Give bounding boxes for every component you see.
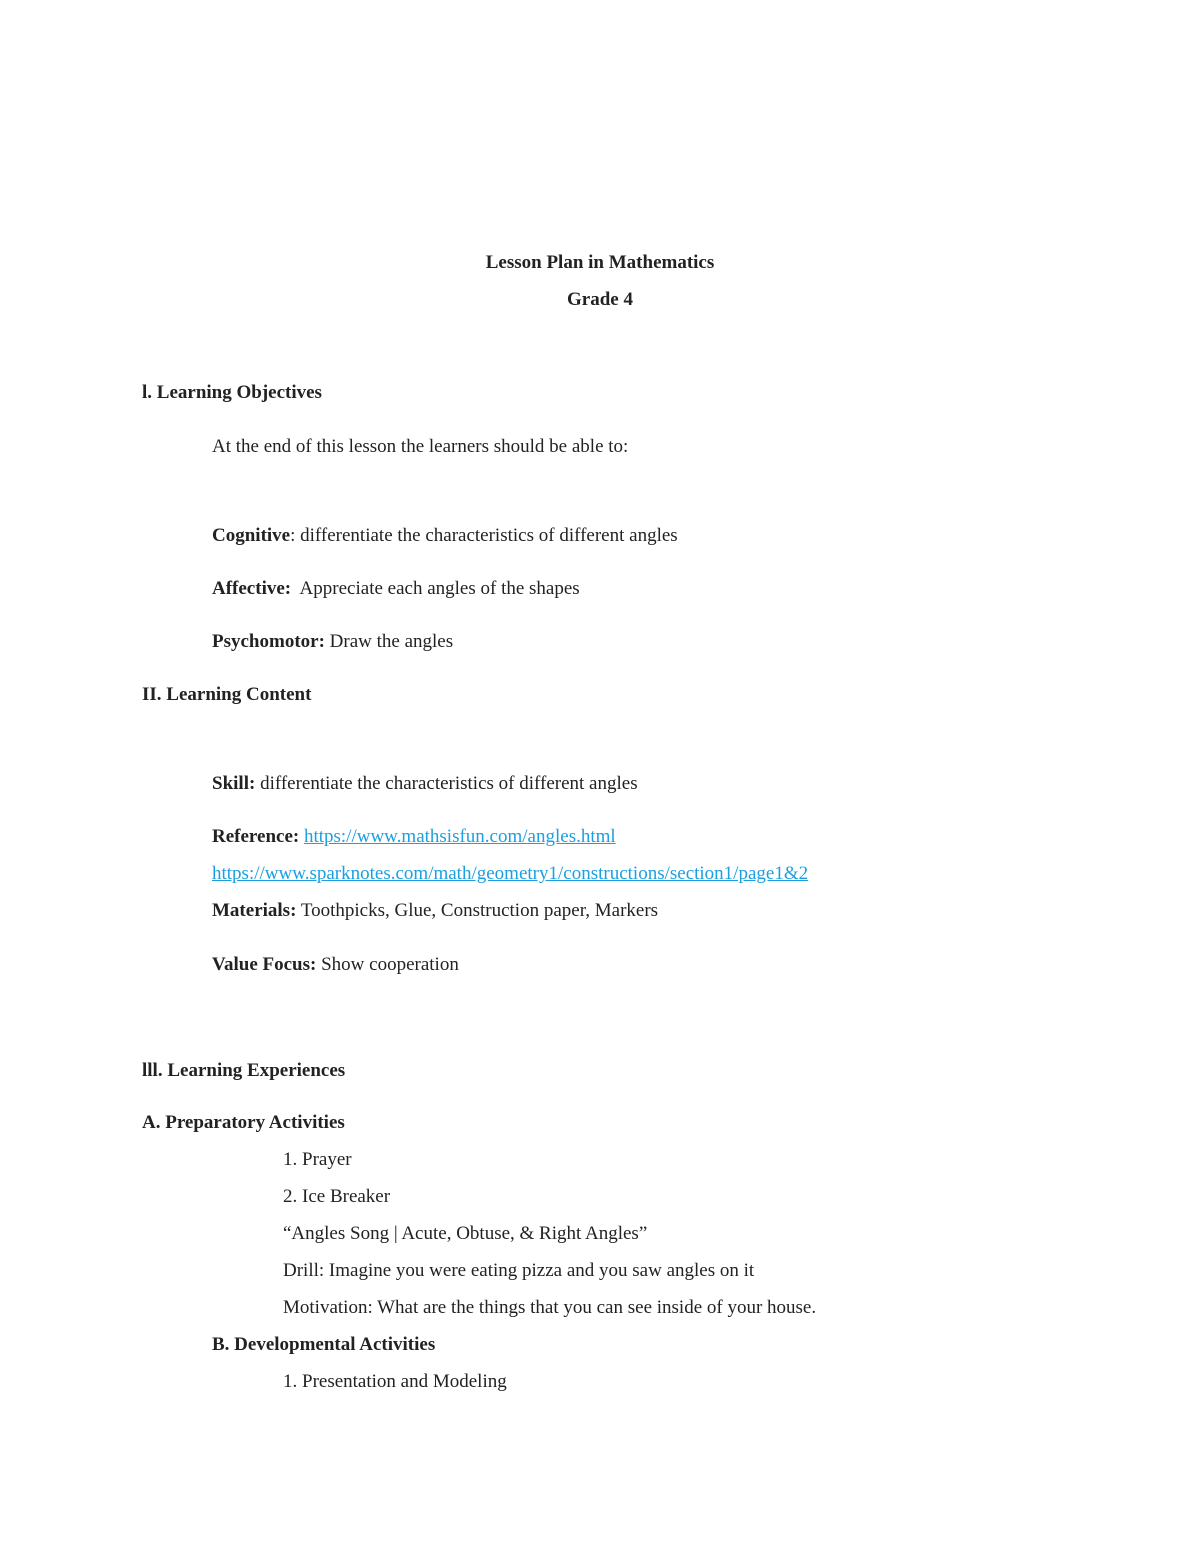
objective-affective-text: Appreciate each angles of the shapes [291,578,580,599]
content-value-focus-text: Show cooperation [316,954,459,975]
content-materials [212,900,658,922]
grade-label: Grade 4 [567,289,633,310]
section-heading-experiences: lll. Learning Experiences [142,1060,346,1081]
reference-link-sparknotes[interactable]: https://www.sparknotes.com/math/geometry1/constructions/section1/page1&2 [212,863,809,884]
content-value-focus-label: Value Focus: [212,954,317,975]
objective-cognitive-label: Cognitive [212,525,291,546]
objective-affective [212,578,580,600]
content-reference [212,826,616,848]
content-materials-label: Materials: [212,900,297,921]
list-item: 1. Prayer [283,1149,352,1170]
objectives-intro: At the end of this lesson the learners should be able to: [212,436,629,457]
content-reference-label: Reference: [212,826,300,847]
subheading-developmental: B. Developmental Activities [212,1334,436,1355]
objective-cognitive [212,525,678,547]
content-value-focus [212,954,459,976]
list-item: 2. Ice Breaker [283,1186,391,1207]
list-item: Drill: Imagine you were eating pizza and you saw angles on it [283,1260,755,1281]
content-reference-line2 [212,863,808,885]
list-item: “Angles Song | Acute, Obtuse, & Right Angles” [283,1223,648,1244]
content-skill-label: Skill: [212,773,256,794]
section-heading-objectives: l. Learning Objectives [142,382,322,403]
objective-affective-label: Affective: [212,578,292,599]
subheading-preparatory: A. Preparatory Activities [142,1112,345,1133]
content-skill-text: differentiate the characteristics of different angles [255,773,638,794]
list-item: 1. Presentation and Modeling [283,1371,507,1392]
objective-cognitive-text: : differentiate the characteristics of different angles [290,525,678,546]
reference-link-mathsisfun[interactable]: https://www.mathsisfun.com/angles.html [303,826,616,847]
objective-psychomotor-text: Draw the angles [324,631,454,652]
section-heading-content: II. Learning Content [142,684,312,705]
content-materials-text: Toothpicks, Glue, Construction paper, Markers [296,900,659,921]
objective-psychomotor-label: Psychomotor: [212,631,325,652]
list-item: Motivation: What are the things that you can see inside of your house. [283,1297,817,1318]
document-title: Lesson Plan in Mathematics [485,252,715,273]
objective-psychomotor [212,631,453,653]
content-skill [212,773,638,795]
